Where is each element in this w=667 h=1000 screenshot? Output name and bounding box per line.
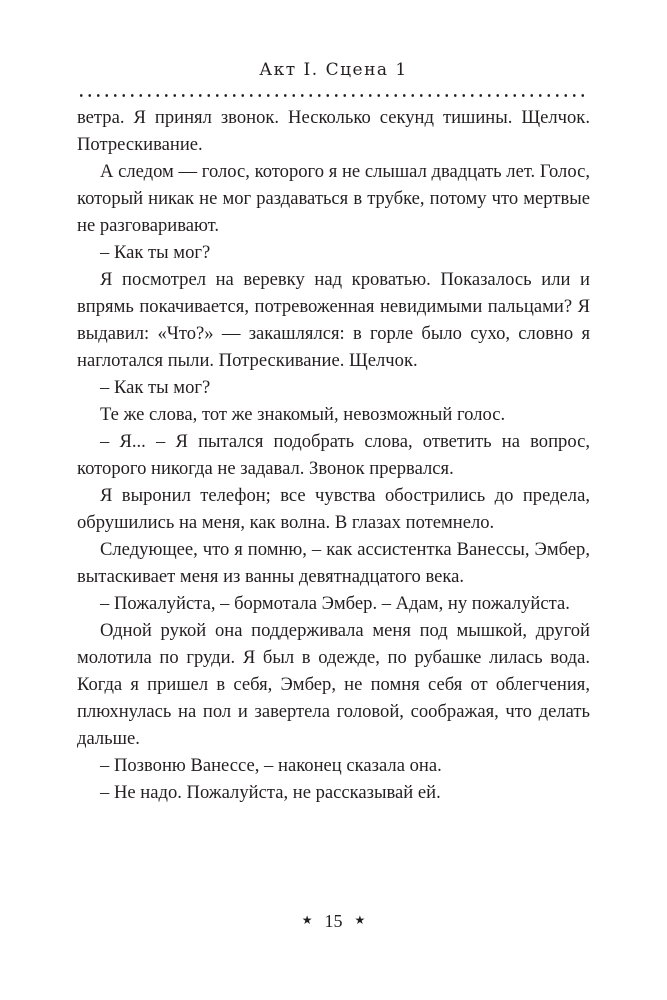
- paragraph-7: – Я... – Я пытался подобрать слова, ответить на вопрос, которого никогда не задавал. Звонок прервался.: [77, 431, 590, 479]
- paragraph-1: ветра. Я принял звонок. Несколько секунд тишины. Щелчок. Потрескивание.: [77, 107, 590, 155]
- paragraph-12: – Позвоню Ванессе, – наконец сказала она.: [100, 755, 442, 776]
- star-ornament-icon: ★: [354, 913, 366, 928]
- paragraph-6: Те же слова, тот же знакомый, невозможный голос.: [100, 404, 506, 425]
- paragraph-11: Одной рукой она поддерживала меня под мышкой, другой молотила по груди. Я был в одежде, по рубашке лилась вода. Когда я пришел в себя, Эмбер, не помня себя от облегчения, плюхнулась на пол и завертела головой, соображая, что делать дальше.: [77, 620, 590, 749]
- star-ornament-icon: ★: [301, 913, 313, 928]
- paragraph-4: Я посмотрел на веревку над кроватью. Показалось или и впрямь покачивается, потревоженная невидимыми пальцами? Я выдавил: «Что?» — закашлялся: в горле было сухо, словно я наглотался пыли. Потрескивание. Щелчок.: [77, 269, 590, 371]
- dotted-rule-divider: [77, 94, 590, 97]
- paragraph-10: – Пожалуйста, – бормотала Эмбер. – Адам, ну пожалуйста.: [100, 593, 570, 614]
- page-footer: [0, 910, 667, 932]
- running-head: Акт I. Сцена 1: [259, 60, 408, 80]
- paragraph-3: – Как ты мог?: [100, 242, 211, 263]
- body-text: [77, 104, 590, 806]
- page-number: 15: [324, 911, 343, 932]
- paragraph-13: – Не надо. Пожалуйста, не рассказывай ей.: [100, 782, 441, 803]
- paragraph-2: А следом — голос, которого я не слышал двадцать лет. Голос, который никак не мог раздаваться в трубке, потому что мертвые не разговаривают.: [77, 161, 590, 236]
- paragraph-8: Я выронил телефон; все чувства обострились до предела, обрушились на меня, как волна. В глазах потемнело.: [77, 485, 590, 533]
- paragraph-5: – Как ты мог?: [100, 377, 211, 398]
- paragraph-9: Следующее, что я помню, – как ассистентка Ванессы, Эмбер, вытаскивает меня из ванны девятнадцатого века.: [77, 539, 590, 587]
